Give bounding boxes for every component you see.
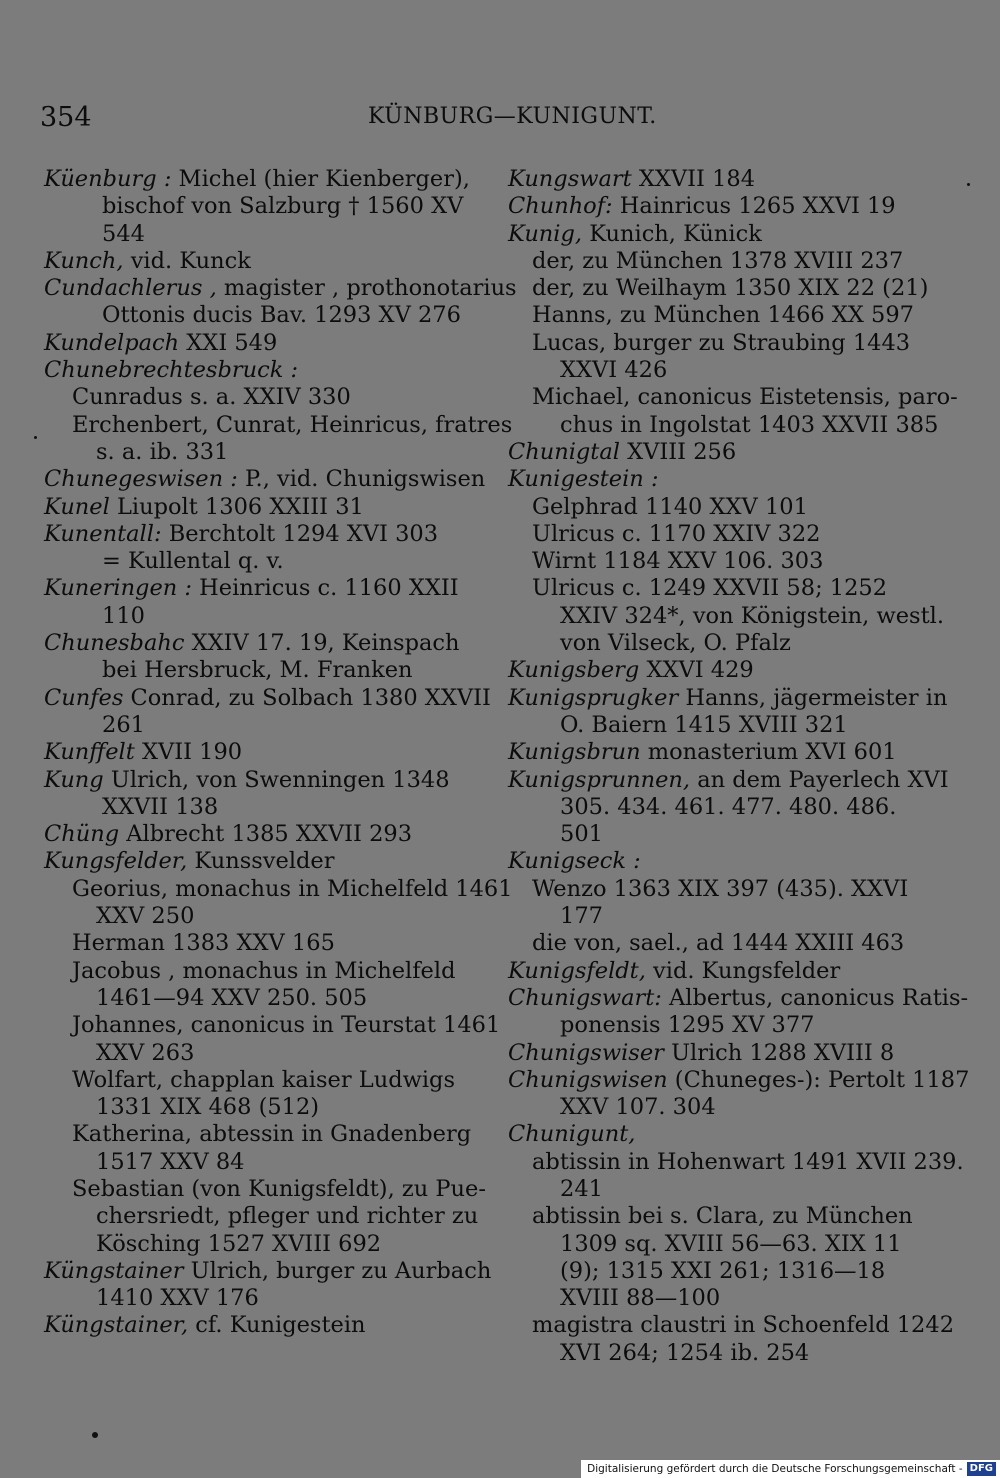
index-entry-text: Albrecht 1385 XXVII 293: [119, 821, 413, 848]
index-headword: Kunigestein :: [508, 466, 659, 493]
index-line: [508, 221, 936, 248]
index-line: [508, 302, 936, 329]
index-entry-text: Lucas, burger zu Straubing 1443: [532, 329, 911, 356]
index-entry-text: Jacobus , monachus in Michelfeld: [72, 957, 456, 984]
index-line: [44, 221, 476, 248]
index-entry-text: Cunradus s. a. XXIV 330: [72, 384, 351, 411]
index-entry-text: chersriedt, pfleger und richter zu: [96, 1203, 479, 1230]
index-entry-text: Ulrich, von Swenningen 1348: [103, 766, 450, 793]
index-entry-text: 1461—94 XXV 250. 505: [96, 984, 368, 1011]
index-entry-text: Kunssvelder: [187, 848, 335, 875]
index-entry-text: Albertus, canonicus Ratis-: [661, 984, 969, 1011]
index-entry-text: XXV 263: [96, 1039, 195, 1066]
index-line: [44, 302, 476, 329]
index-line: [44, 548, 476, 575]
index-line: [44, 1094, 476, 1121]
index-entry-text: ponensis 1295 XV 377: [560, 1012, 815, 1039]
index-entry-text: Georius, monachus in Michelfeld 1461: [72, 875, 513, 902]
index-headword: Küngstainer: [44, 1257, 184, 1284]
index-entry-text: Michael, canonicus Eistetensis, paro-: [532, 384, 958, 411]
index-entry-text: chus in Ingolstat 1403 XXVII 385: [560, 411, 939, 438]
index-line: [44, 794, 476, 821]
index-headword: Kunigsprugker: [508, 684, 679, 711]
index-line: [44, 1175, 486, 1203]
index-entry-text: XXIV 324*, von Königstein, westl.: [560, 602, 944, 629]
index-line: [44, 1312, 476, 1339]
index-entry-text: bei Hersbruck, M. Franken: [102, 657, 413, 684]
index-entry-text: abtissin in Hohenwart 1491 XVII 239.: [532, 1148, 964, 1175]
index-entry-text: bischof von Salzburg † 1560 XV: [102, 193, 464, 220]
index-line: [508, 521, 936, 548]
index-entry-text: 1309 sq. XVIII 56—63. XIX 11: [560, 1230, 902, 1257]
index-headword: Kuneringen :: [44, 575, 192, 602]
index-line: [44, 466, 486, 493]
index-entry-text: Berchtolt 1294 XVI 303: [161, 520, 439, 547]
index-entry-text: XVII 190: [134, 739, 243, 766]
index-entry-text: Johannes, canonicus in Teurstat 1461: [72, 1012, 501, 1039]
dfg-logo: DFG: [967, 1462, 996, 1476]
index-line: [44, 603, 476, 630]
index-line: [44, 875, 513, 903]
index-entry-text: XXVI 426: [560, 357, 668, 384]
index-headword: Kunigsfeldt,: [508, 957, 646, 984]
index-entry-text: Liupolt 1306 XXIII 31: [109, 493, 364, 520]
index-headword: Chunigswisen: [508, 1066, 668, 1093]
index-line: [508, 1066, 970, 1094]
index-headword: Kunig,: [508, 220, 583, 247]
index-line: [44, 275, 517, 302]
index-entry-text: Ulricus c. 1249 XXVII 58; 1252: [532, 575, 888, 602]
page-number: 354: [40, 102, 92, 133]
index-entry-text: XXVII 184: [631, 166, 756, 192]
index-headword: Chüng: [44, 821, 120, 848]
index-entry-text: XXV 250: [96, 903, 195, 930]
index-headword: Cundachlerus ,: [44, 275, 217, 302]
index-entry-text: Conrad, zu Solbach 1380 XXVII: [123, 684, 491, 711]
index-line: [44, 903, 476, 930]
index-headword: Kungsfelder,: [44, 848, 188, 875]
index-entry-text: Ulricus c. 1170 XXIV 322: [532, 520, 821, 547]
index-headword: Kunigseck :: [508, 848, 641, 875]
index-entry-text: 1517 XXV 84: [96, 1148, 245, 1175]
page-header: [40, 102, 940, 136]
index-line: [44, 330, 476, 357]
index-headword: Chunigswiser: [508, 1039, 664, 1066]
index-headword: Kunigsberg: [508, 657, 640, 684]
index-headword: Chunigtal: [508, 438, 620, 465]
index-entry-text: (9); 1315 XXI 261; 1316—18: [560, 1257, 886, 1284]
index-entry-text: Hanns, zu München 1466 XX 597: [532, 302, 914, 329]
index-headword: Chunigunt,: [508, 1121, 636, 1148]
index-headword: Kunch,: [44, 247, 124, 274]
index-entry-text: XXIV 17. 19, Keinspach: [184, 630, 460, 657]
index-entry-text: vid. Kungsfelder: [645, 957, 841, 984]
index-line: [44, 166, 476, 193]
index-line: [44, 439, 476, 466]
index-headword: Chunesbahc: [44, 630, 185, 657]
index-line: [44, 821, 476, 848]
index-line: [508, 1285, 936, 1312]
index-line: [508, 466, 936, 493]
index-line: [508, 1340, 936, 1367]
index-entry-text: = Kullental q. v.: [102, 548, 284, 575]
running-title: KÜNBURG—KUNIGUNT.: [368, 104, 657, 129]
index-headword: Cunfes: [44, 684, 124, 711]
index-line: [508, 439, 936, 466]
index-line: [508, 411, 939, 439]
index-line: [508, 1148, 964, 1176]
index-entry-text: der, zu Weilhaym 1350 XIX 22 (21): [532, 275, 929, 302]
index-line: [44, 1040, 476, 1067]
index-line: [508, 1121, 936, 1148]
print-speck: [34, 436, 37, 439]
index-entry-text: magistra claustri in Schoenfeld 1242: [532, 1312, 955, 1339]
index-line: [44, 1231, 476, 1258]
index-line: [44, 930, 476, 957]
index-entry-text: Ulrich 1288 XVIII 8: [663, 1039, 895, 1066]
index-entry-text: Ottonis ducis Bav. 1293 XV 276: [102, 302, 461, 329]
index-line: [508, 548, 936, 575]
index-entry-text: Michel (hier Kienberger),: [171, 166, 470, 192]
index-line: [508, 494, 936, 521]
index-line: [508, 657, 936, 684]
left-column: [44, 166, 517, 1340]
index-entry-text: vid. Kunck: [123, 247, 251, 274]
index-entry-text: Gelphrad 1140 XXV 101: [532, 493, 808, 520]
index-headword: Kunigsprunnen,: [508, 766, 691, 793]
index-entry-text: Wolfart, chapplan kaiser Ludwigs: [72, 1066, 456, 1093]
index-entry-text: Hainricus 1265 XXVI 19: [612, 193, 896, 220]
index-entry-text: XXV 107. 304: [560, 1094, 716, 1121]
index-entry-text: 1410 XXV 176: [96, 1285, 259, 1312]
right-column: [508, 166, 970, 1367]
index-line: [44, 1067, 476, 1094]
index-line: [44, 1203, 479, 1230]
index-line: [508, 1203, 936, 1230]
index-line: [508, 275, 936, 302]
index-entry-text: s. a. ib. 331: [96, 438, 229, 465]
index-line: [508, 903, 936, 930]
index-entry-text: an dem Payerlech XVI: [690, 766, 949, 793]
index-line: [508, 1012, 936, 1039]
index-line: [44, 494, 476, 521]
index-line: [44, 1149, 476, 1176]
index-line: [44, 357, 476, 384]
index-line: [508, 930, 936, 957]
index-line: [508, 1176, 936, 1203]
index-entry-text: (Chuneges-): Pertolt 1187: [667, 1066, 970, 1093]
index-line: [44, 575, 476, 602]
index-entry-text: 110: [102, 602, 145, 629]
index-entry-text: 241: [560, 1175, 603, 1202]
index-headword: Küngstainer,: [44, 1312, 189, 1339]
index-line: [508, 357, 936, 384]
index-line: [44, 712, 476, 739]
index-headword: Chunebrechtesbruck :: [44, 357, 299, 384]
index-entry-text: Erchenbert, Cunrat, Heinricus, fratres: [72, 411, 513, 438]
index-line: [508, 330, 936, 357]
index-entry-text: XXVI 429: [639, 657, 754, 684]
index-entry-text: O. Baiern 1415 XVIII 321: [560, 711, 848, 738]
print-speck: [967, 183, 970, 186]
index-line: [44, 985, 476, 1012]
index-entry-text: XVIII 256: [619, 438, 737, 465]
index-headword: Küenburg :: [44, 166, 172, 192]
index-line: [44, 767, 476, 794]
index-entry-text: Kösching 1527 XVIII 692: [96, 1230, 382, 1257]
index-headword: Kunel: [44, 493, 110, 520]
index-entry-text: XXI 549: [179, 329, 278, 356]
index-line: [508, 876, 936, 903]
index-entry-text: XXVII 138: [102, 793, 219, 820]
index-line: [44, 739, 476, 766]
index-line: [508, 848, 936, 875]
index-line: [508, 630, 936, 657]
credit-text: Digitalisierung gefördert durch die Deutsche Forschungsgemeinschaft -: [587, 1463, 963, 1475]
index-line: [508, 1312, 955, 1339]
index-headword: Kunigsbrun: [508, 739, 641, 766]
index-line: [508, 1258, 936, 1285]
index-entry-text: Herman 1383 XXV 165: [72, 930, 335, 957]
index-line: [44, 657, 476, 684]
index-entry-text: XVIII 88—100: [560, 1285, 721, 1312]
print-speck: [92, 1432, 98, 1438]
index-line: [508, 712, 936, 739]
index-entry-text: Wirnt 1184 XXV 106. 303: [532, 548, 824, 575]
index-entry-text: die von, sael., ad 1444 XXIII 463: [532, 930, 905, 957]
index-entry-text: 544: [102, 220, 145, 247]
index-line: [44, 521, 476, 548]
index-headword: Kung: [44, 766, 104, 793]
index-line: [44, 411, 513, 439]
index-line: [44, 384, 476, 411]
index-line: [44, 958, 476, 985]
index-line: [44, 1257, 492, 1285]
index-line: [508, 794, 936, 821]
index-line: [44, 193, 476, 220]
index-entry-text: abtissin bei s. Clara, zu München: [532, 1203, 913, 1230]
index-line: [44, 848, 476, 875]
index-line: [44, 684, 491, 712]
index-headword: Kunffelt: [44, 739, 135, 766]
index-entry-text: Kunich, Künick: [582, 220, 762, 247]
index-line: [508, 1231, 936, 1258]
index-line: [508, 193, 936, 220]
index-entry-text: 1331 XIX 468 (512): [96, 1094, 320, 1121]
index-headword: Chunegeswisen :: [44, 466, 238, 493]
index-entry-text: der, zu München 1378 XVIII 237: [532, 247, 904, 274]
index-line: [508, 821, 936, 848]
index-entry-text: Katherina, abtessin in Gnadenberg: [72, 1121, 472, 1148]
index-line: [508, 384, 958, 411]
index-line: [508, 575, 936, 602]
index-line: [508, 958, 936, 985]
index-entry-text: Sebastian (von Kunigsfeldt), zu Pue-: [72, 1175, 486, 1202]
index-headword: Chunhof:: [508, 193, 613, 220]
index-line: [44, 630, 476, 657]
digitization-credit: [581, 1460, 1000, 1478]
index-line: [44, 1012, 501, 1039]
index-line: [508, 1094, 936, 1121]
index-entry-text: von Vilseck, O. Pfalz: [560, 630, 791, 657]
index-headword: Chunigswart:: [508, 984, 662, 1011]
index-line: [508, 739, 936, 766]
index-entry-text: magister , prothonotarius: [216, 275, 517, 302]
index-line: [508, 248, 936, 275]
index-entry-text: Wenzo 1363 XIX 397 (435). XXVI: [532, 875, 909, 902]
index-line: [44, 1285, 476, 1312]
index-headword: Kunentall:: [44, 520, 162, 547]
index-entry-text: Hanns, jägermeister in: [678, 684, 948, 711]
index-entry-text: Heinricus c. 1160 XXII: [192, 575, 459, 602]
index-line: [508, 766, 949, 794]
index-entry-text: XVI 264; 1254 ib. 254: [560, 1339, 810, 1366]
index-entry-text: 305. 434. 461. 477. 480. 486.: [560, 793, 897, 820]
index-entry-text: cf. Kunigestein: [188, 1312, 366, 1339]
index-line: [508, 984, 969, 1012]
index-entry-text: 501: [560, 821, 603, 848]
index-line: [44, 1121, 476, 1148]
index-line: [508, 166, 936, 193]
index-entry-text: monasterium XVI 601: [640, 739, 897, 766]
index-entry-text: P., vid. Chunigswisen: [237, 466, 486, 493]
index-headword: Kundelpach: [44, 329, 180, 356]
index-headword: Kungswart: [508, 166, 632, 192]
index-line: [44, 248, 476, 275]
index-line: [508, 1040, 936, 1067]
index-entry-text: 177: [560, 903, 603, 930]
index-entry-text: Ulrich, burger zu Aurbach: [183, 1257, 492, 1284]
index-line: [508, 684, 948, 712]
index-entry-text: 261: [102, 711, 145, 738]
index-line: [508, 602, 944, 630]
